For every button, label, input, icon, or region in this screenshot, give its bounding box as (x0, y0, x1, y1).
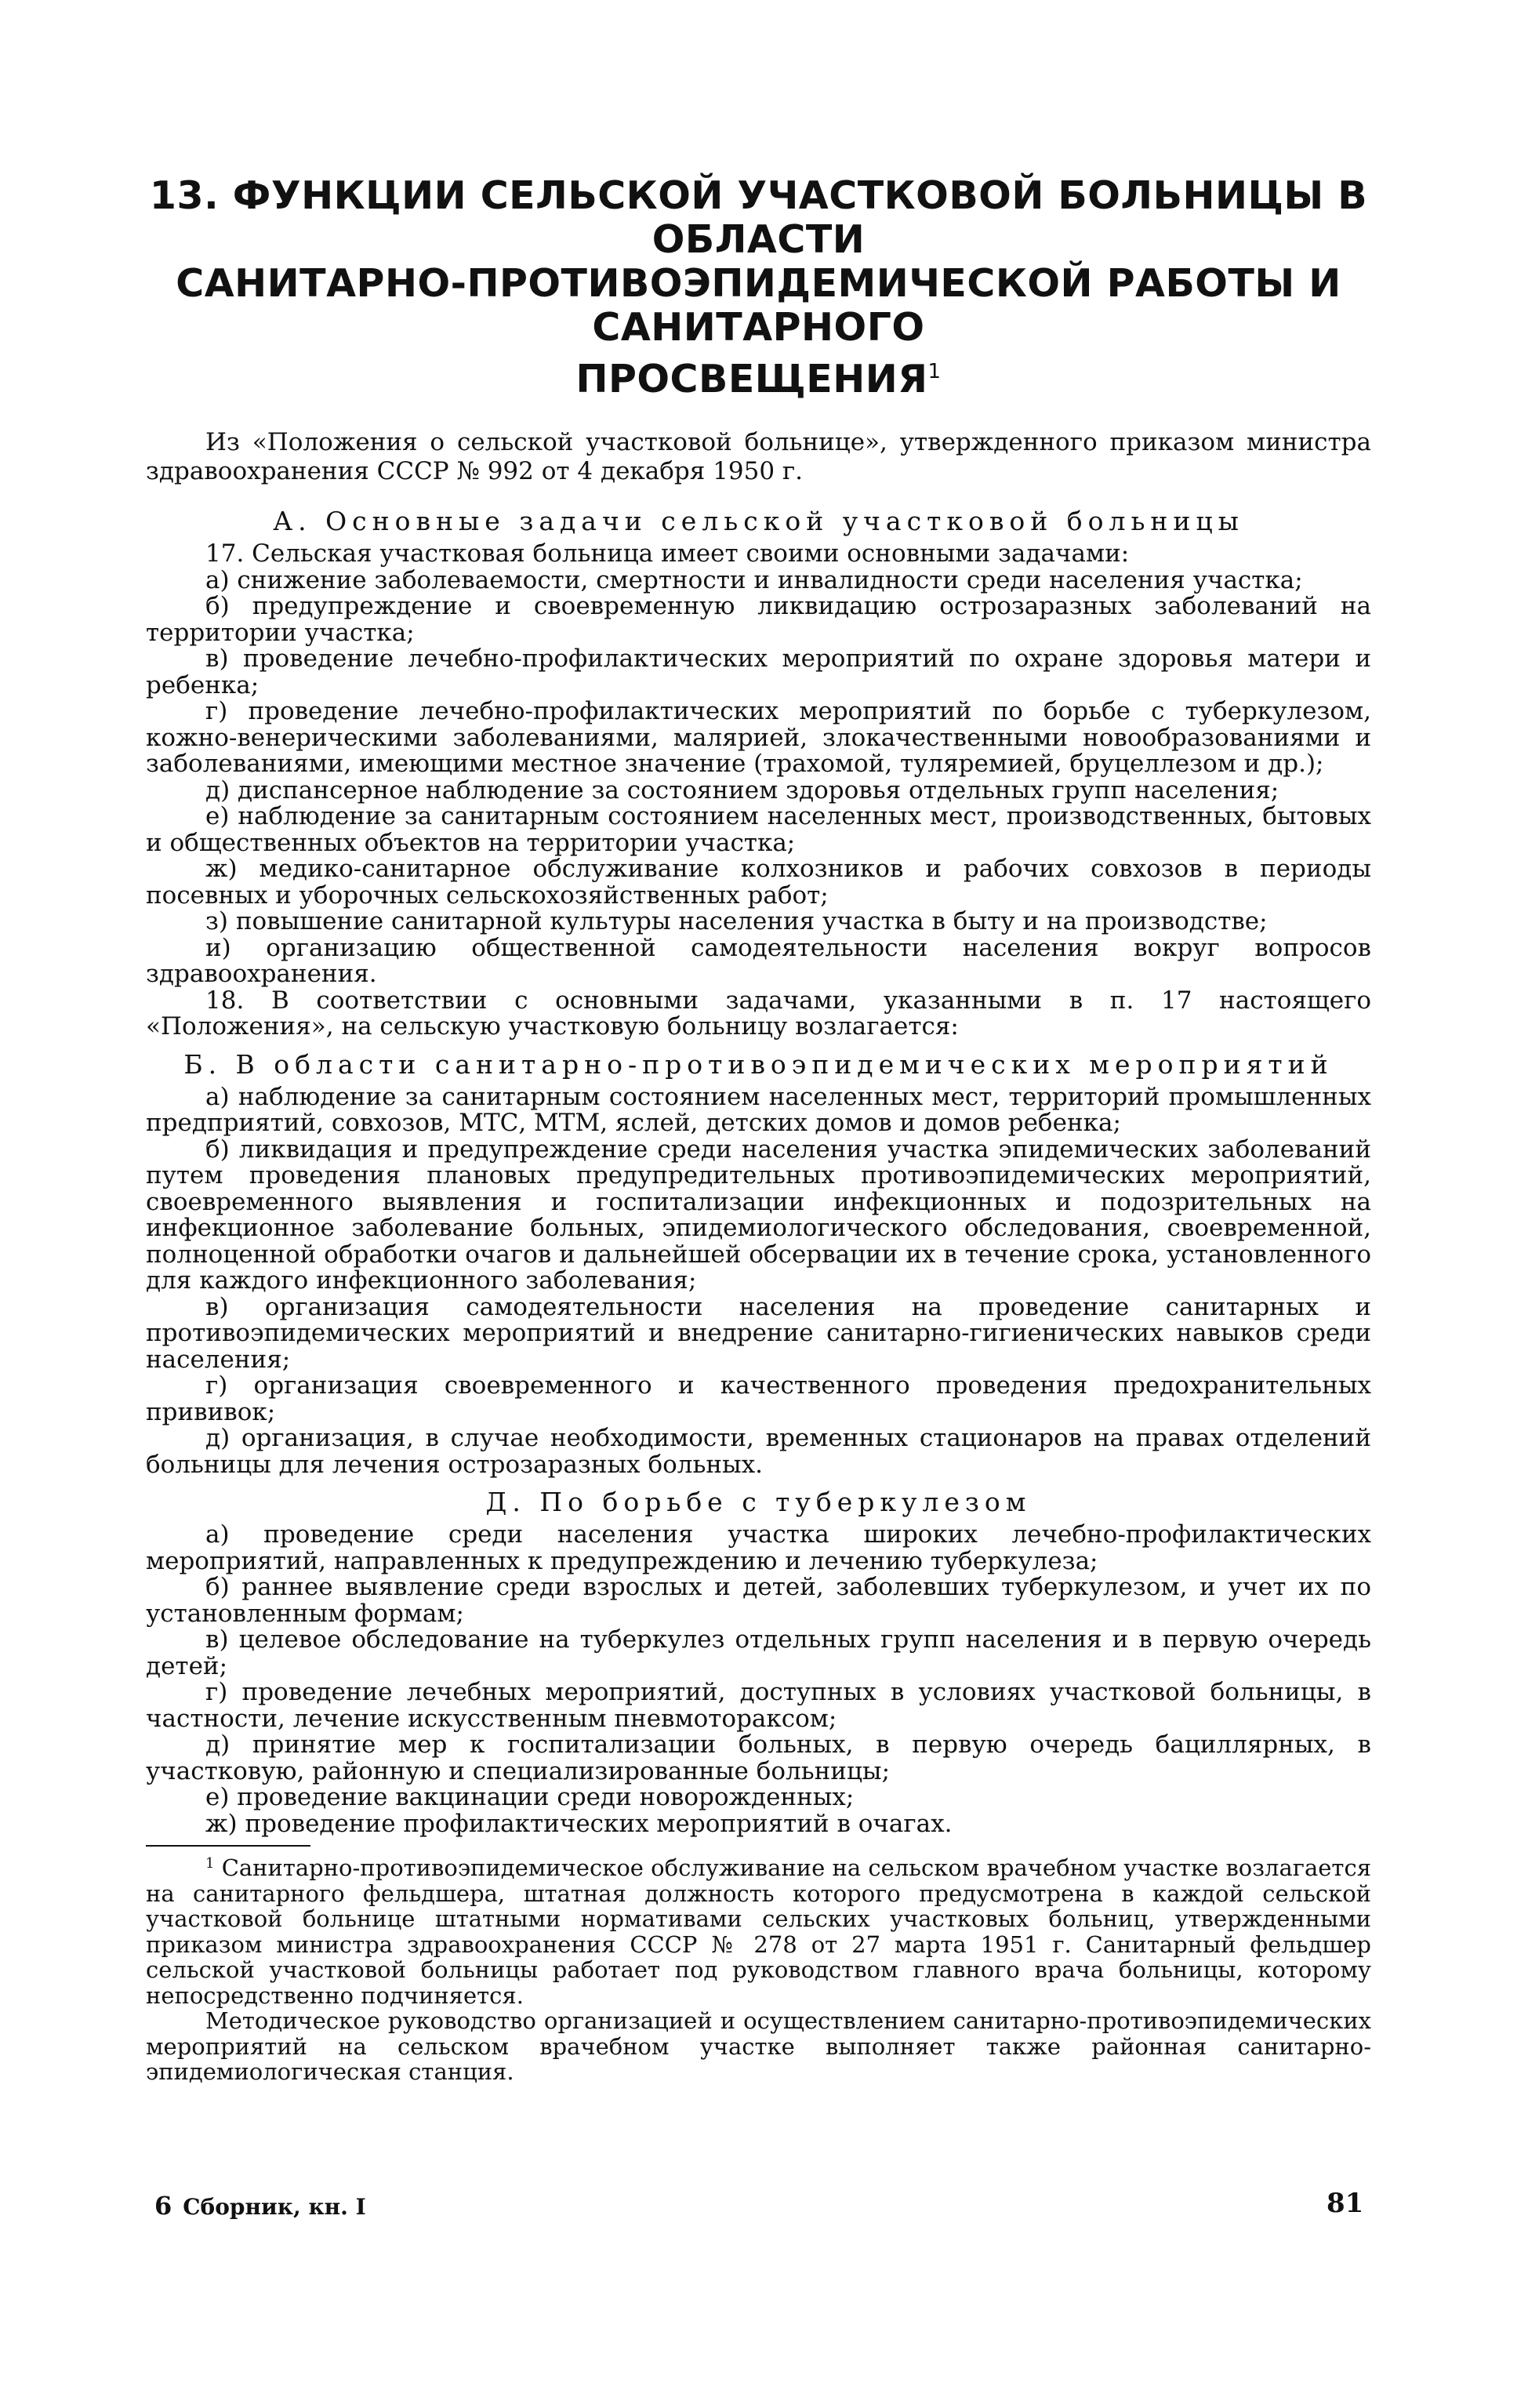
footnote-1-continued: Методическое руководство организацией и осуществлением санитарно-противоэпидемических мероприятий на сельском врачебном участке выполняет также районная санитарно-эпидемиологическая станция. (146, 2007, 1371, 2085)
section-d-paragraph: а) проведение среди населения участка широких лечебно-профилактических мероприятий, направленных к предупреждению и лечению туберкулеза; (146, 1520, 1371, 1575)
section-a-paragraph: б) предупреждение и своевременную ликвидацию острозаразных заболеваний на территории участка; (146, 592, 1371, 647)
footnote-1 (146, 1851, 1371, 2008)
intro-source-note: Из «Положения о сельской участковой больнице», утвержденного приказом министра здравоохранения СССР № 992 от 4 декабря 1950 г. (146, 428, 1371, 485)
section-d-paragraph: г) проведение лечебных мероприятий, доступных в условиях участковой больницы, в частности, лечение искусственным пневмотораксом; (146, 1678, 1371, 1733)
page-title (146, 174, 1371, 401)
title-line-2: САНИТАРНО-ПРОТИВОЭПИДЕМИЧЕСКОЙ РАБОТЫ И САНИТАРНОГО (176, 261, 1341, 350)
footnote-mark: 1 (205, 1855, 215, 1872)
section-a-paragraph: 17. Сельская участковая больница имеет своими основными задачами: (205, 539, 1130, 568)
title-line-1: 13. ФУНКЦИИ СЕЛЬСКОЙ УЧАСТКОВОЙ БОЛЬНИЦЫ В ОБЛАСТИ (149, 173, 1368, 262)
title-line-3 (146, 350, 1371, 401)
footnote-1-text: Санитарно-противоэпидемическое обслуживание на сельском врачебном участке возлагается на санитарного фельдшера, штатная должность которого предусмотрена в каждой сельской участковой больнице штатными нормативами сельских участковых больниц, утвержденными приказом министра здравоохранения СССР № 278 от 27 марта 1951 г. Санитарный фельдшер сельской участковой больницы работает под руководством главного врача больницы, которому непосредственно подчиняется. (146, 1854, 1371, 2009)
section-b-paragraph: д) организация, в случае необходимости, временных стационаров на правах отделений больницы для лечения острозаразных больных. (146, 1424, 1371, 1479)
section-a-paragraph: а) снижение заболеваемости, смертности и инвалидности среди населения участка; (205, 565, 1303, 594)
section-a-paragraph: г) проведение лечебно-профилактических мероприятий по борьбе с туберкулезом, кожно-венерическими заболеваниями, малярией, злокачественными новообразованиями и заболеваниями, имеющими местное значение (трахомой, туляремией, бруцеллезом и др.); (146, 697, 1371, 778)
section-d-paragraph: д) принятие мер к госпитализации больных, в первую очередь бациллярных, в участковую, районную и специализированные больницы; (146, 1731, 1371, 1785)
section-a-paragraph: д) диспансерное наблюдение за состоянием здоровья отдельных групп населения; (205, 775, 1279, 804)
section-b-paragraph: а) наблюдение за санитарным состоянием населенных мест, территорий промышленных предприятий, совхозов, МТС, МТМ, яслей, детских домов и домов ребенка; (146, 1082, 1371, 1137)
section-d-paragraph: в) целевое обследование на туберкулез отдельных групп населения и в первую очередь детей; (146, 1625, 1371, 1680)
section-a-heading: А. Основные задачи сельской участковой больницы (273, 506, 1244, 536)
title-footnote-mark: 1 (927, 360, 942, 383)
section-d-heading: Д. По борьбе с туберкулезом (485, 1487, 1032, 1517)
signature-text: Сборник, кн. I (183, 2194, 366, 2220)
section-b-paragraph: б) ликвидация и предупреждение среди населения участка эпидемических заболеваний путем проведения плановых предупредительных противоэпидемических мероприятий, своевременного выявления и госпитализации инфекционных и подозрительных на инфекционное заболевание больных, эпидемиологического обследования, своевременной, полноценной обработки очагов и дальнейшей обсервации их в течение срока, установленного для каждого инфекционного заболевания; (146, 1135, 1371, 1295)
section-a-paragraph: в) проведение лечебно-профилактических мероприятий по охране здоровья матери и ребенка; (146, 645, 1371, 699)
section-b-paragraph: в) организация самодеятельности населения на проведение санитарных и противоэпидемических мероприятий и внедрение санитарно-гигиенических навыков среди населения; (146, 1292, 1371, 1374)
section-a-paragraph: ж) медико-санитарное обслуживание колхозников и рабочих совхозов в периоды посевных и уборочных сельскохозяйственных работ; (146, 855, 1371, 910)
section-b-paragraph: г) организация своевременного и качественного проведения предохранительных прививок; (146, 1371, 1371, 1426)
title-line-3-text: ПРОСВЕЩЕНИЯ (575, 357, 928, 401)
section-b-heading: Б. В области санитарно-противоэпидемических мероприятий (183, 1048, 1334, 1080)
page-content (146, 174, 1371, 2085)
section-a-paragraph: 18. В соответствии с основными задачами, указанными в п. 17 настоящего «Положения», на сельскую участковую больницу возлагается: (146, 986, 1371, 1041)
section-d-paragraph: ж) проведение профилактических мероприятий в очагах. (205, 1809, 953, 1838)
section-a-paragraph: з) повышение санитарной культуры населения участка в быту и на производстве; (205, 907, 1268, 935)
printer-signature (154, 2191, 366, 2221)
footnote-divider (146, 1845, 310, 1847)
section-a-paragraph: и) организацию общественной самодеятельности населения вокруг вопросов здравоохранения. (146, 933, 1371, 988)
signature-number: 6 (154, 2191, 172, 2221)
section-d-paragraph: б) раннее выявление среди взрослых и детей, заболевших туберкулезом, и учет их по установленным формам; (146, 1573, 1371, 1628)
section-a-paragraph: е) наблюдение за санитарным состоянием населенных мест, производственных, бытовых и общественных объектов на территории участка; (146, 802, 1371, 857)
section-d-paragraph: е) проведение вакцинации среди новорожденных; (205, 1783, 855, 1811)
page-number: 81 (1327, 2188, 1364, 2219)
